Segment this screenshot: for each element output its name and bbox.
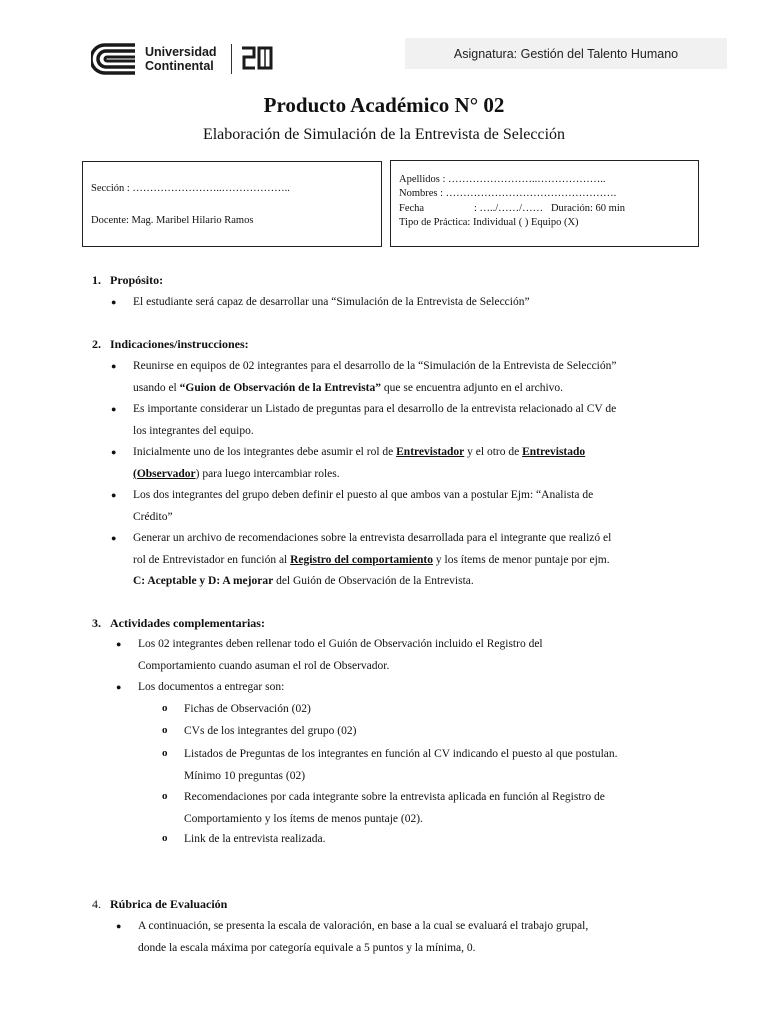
underlined-text: (Observador	[133, 467, 196, 480]
list-item-text: El estudiante será capaz de desarrollar una “Simulación de la Entrevista de Selección”	[133, 296, 530, 308]
list-item	[111, 485, 594, 528]
bullet-icon: ●	[111, 447, 117, 457]
text-span: que se encuentra adjunto en el archivo.	[381, 381, 564, 394]
bullet-icon: ●	[111, 297, 117, 307]
list-item-text	[133, 571, 611, 593]
circle-bullet-icon: o	[162, 724, 168, 736]
section-number: 3.	[92, 616, 101, 630]
page-subtitle: Elaboración de Simulación de la Entrevista de Selección	[202, 126, 566, 143]
circle-bullet-icon: o	[162, 832, 168, 844]
list-item-text: Fichas de Observación (02)	[184, 703, 311, 715]
list-item-text: Comportamiento cuando asuman el rol de Observador.	[138, 659, 390, 672]
text-span: Inicialmente uno de los integrantes debe asumir el rol de	[133, 446, 397, 458]
logo-text	[145, 45, 217, 73]
circle-bullet-icon: o	[162, 790, 168, 802]
list-item-text: Recomendaciones por cada integrante sobre la entrevista aplicada en función al Registro de	[184, 791, 605, 803]
list-item-text	[133, 550, 611, 572]
text-span: ) para luego intercambiar roles.	[195, 467, 340, 480]
subject-label: Asignatura: Gestión del Talento Humano	[405, 38, 727, 69]
list-item	[111, 528, 612, 593]
list-item-text: Crédito”	[133, 510, 173, 523]
names-field: Nombres : ………………………………………….	[399, 188, 617, 199]
section-info-box	[82, 161, 382, 247]
section-4-heading	[92, 897, 227, 912]
bullet-icon: ●	[111, 490, 117, 500]
bullet-icon: ●	[111, 404, 117, 414]
bullet-icon: ●	[116, 682, 122, 692]
list-item-text: CVs de los integrantes del grupo (02)	[184, 725, 357, 737]
text-span: y el otro de	[464, 446, 523, 458]
teacher-field: Docente: Mag. Maribel Hilario Ramos	[91, 215, 254, 226]
bold-text: “Guion de Observación de la Entrevista”	[179, 381, 382, 394]
list-item-text: los integrantes del equipo.	[133, 424, 254, 437]
list-item-text: Link de la entrevista realizada.	[184, 833, 326, 845]
bullet-icon: ●	[116, 921, 122, 931]
list-item	[111, 356, 617, 399]
list-item	[111, 399, 617, 442]
list-item-text: Reunirse en equipos de 02 integrantes para el desarrollo de la “Simulación de la Entrevista de Selección”	[133, 360, 617, 372]
underlined-text: Registro del comportamiento	[290, 553, 433, 566]
text-span: del Guión de Observación de la Entrevista.	[273, 575, 474, 587]
section-2-heading	[92, 337, 249, 352]
list-item-text	[133, 442, 585, 464]
section-title: Rúbrica de Evaluación	[110, 897, 228, 911]
sub-list-item	[162, 721, 357, 743]
section-number: 2.	[92, 337, 101, 351]
bold-text: C: Aceptable y D: A mejorar	[133, 575, 274, 587]
list-item-text: Los documentos a entregar son:	[138, 681, 285, 693]
section-title: Actividades complementarias:	[110, 616, 265, 630]
text-span: y los ítems de menor puntaje por ejm.	[433, 553, 610, 566]
section-number: 4.	[92, 897, 101, 911]
text-span: usando el	[133, 381, 180, 394]
list-item-text	[133, 464, 585, 486]
circle-bullet-icon: o	[162, 702, 168, 714]
sub-list-item	[162, 744, 618, 787]
section-title: Propósito:	[110, 273, 164, 287]
university-logo	[91, 41, 274, 77]
section-number: 1.	[92, 273, 101, 287]
list-item	[116, 677, 285, 699]
list-item-text: A continuación, se presenta la escala de valoración, en base a la cual se evaluará el trabajo grupal,	[138, 920, 589, 932]
list-item-text: Los 02 integrantes deben rellenar todo el Guión de Observación incluido el Registro del	[138, 638, 543, 650]
list-item	[116, 634, 543, 677]
list-item	[111, 442, 586, 485]
list-item-text	[133, 378, 616, 400]
bullet-icon: ●	[111, 533, 117, 543]
sub-list-item	[162, 699, 311, 721]
date-duration-field: Fecha : …../……/…… Duración: 60 min	[399, 203, 626, 214]
underlined-text: Entrevistado	[522, 446, 586, 458]
bullet-icon: ●	[116, 639, 122, 649]
page-title: Producto Académico N° 02	[263, 93, 505, 117]
surname-field: Apellidos : ……………………..………………..	[399, 174, 606, 185]
logo-line-1: Universidad	[145, 45, 217, 59]
section-title: Indicaciones/instrucciones:	[110, 337, 249, 351]
list-item	[111, 292, 530, 314]
list-item-text: Listados de Preguntas de los integrantes en función al CV indicando el puesto al que postulan.	[184, 748, 618, 760]
text-span: rol de Entrevistador en función al	[133, 553, 291, 566]
list-item-text: Comportamiento y los ítems de menos puntaje (02).	[184, 812, 423, 825]
bullet-icon: ●	[111, 361, 117, 371]
list-item-text: Es importante considerar un Listado de preguntas para el desarrollo de la entrevista relacionado al CV de	[133, 403, 617, 415]
logo-divider	[231, 44, 232, 74]
practice-type-field: Tipo de Práctica: Individual ( ) Equipo (X)	[399, 217, 579, 228]
logo-line-2: Continental	[145, 59, 214, 73]
underlined-text: Entrevistador	[396, 446, 465, 458]
anniversary-25-icon	[240, 44, 274, 74]
sub-list-item	[162, 829, 326, 851]
list-item-text: donde la escala máxima por categoría equivale a 5 puntos y la mínima, 0.	[138, 941, 476, 954]
list-item-text: Los dos integrantes del grupo deben definir el puesto al que ambos van a postular Ejm: “Analista de	[133, 489, 594, 501]
section-field: Sección : ……………………..………………..	[91, 183, 290, 194]
list-item	[116, 916, 589, 959]
student-info-box	[390, 160, 699, 247]
list-item-text: Generar un archivo de recomendaciones sobre la entrevista desarrollada para el integrante que realizó el	[133, 532, 612, 544]
circle-bullet-icon: o	[162, 747, 168, 759]
section-1-heading	[92, 273, 163, 288]
continental-logo-icon	[91, 42, 137, 76]
section-3-heading	[92, 616, 265, 631]
sub-list-item	[162, 787, 605, 830]
list-item-text: Mínimo 10 preguntas (02)	[184, 769, 306, 782]
